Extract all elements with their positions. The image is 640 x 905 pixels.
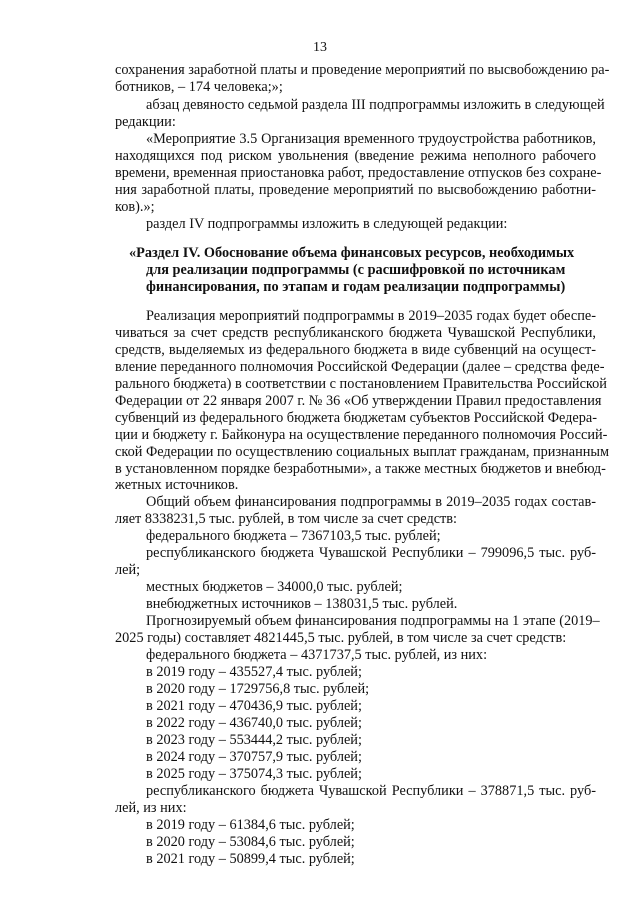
text-line: редакции: (115, 114, 176, 130)
text-line: раздел IV подпрограммы изложить в следующей редакции: (146, 216, 508, 232)
text-line: средств, выделяемых из федерального бюджета в виде субвенций на осущест- (115, 342, 596, 358)
text-line: времени, временная приостановка работ, предоставление отпусков без сохране- (115, 165, 602, 181)
text-line: находящихся под риском увольнения (введение режима неполного рабочего (115, 148, 596, 164)
text-line: абзац девяносто седьмой раздела III подпрограммы изложить в следующей (146, 97, 605, 113)
text-line: чиваться за счет средств республиканского бюджета Чувашской Республики, (115, 325, 596, 341)
text-line: ляет 8338231,5 тыс. рублей, в том числе за счет средств: (115, 511, 458, 527)
text-line: рального бюджета) в соответствии с постановлением Правительства Российской (115, 376, 607, 392)
list-item: в 2020 году – 1729756,8 тыс. рублей; (146, 681, 370, 697)
list-item: в 2023 году – 553444,2 тыс. рублей; (146, 732, 362, 748)
text-line: республиканского бюджета Чувашской Республики – 799096,5 тыс. руб- (146, 545, 596, 561)
text-line: Реализация мероприятий подпрограммы в 2019–2035 годах будет обеспе- (146, 308, 596, 324)
text-line: лей; (115, 562, 141, 578)
list-item: в 2024 году – 370757,9 тыс. рублей; (146, 749, 362, 765)
text-line: 2025 годы) составляет 4821445,5 тыс. рублей, в том числе за счет средств: (115, 630, 567, 646)
list-item: в 2021 году – 470436,9 тыс. рублей; (146, 698, 362, 714)
page-number: 13 (313, 40, 327, 55)
text-line: в установленном порядке безработными», а также местных бюджетов и внебюд- (115, 461, 606, 477)
text-line: лей, из них: (115, 800, 187, 816)
text-line: жетных источников. (115, 477, 239, 493)
text-line: ния заработной платы, проведение мероприятий по высвобождению работни- (115, 182, 596, 198)
text-line: федерального бюджета – 4371737,5 тыс. рублей, из них: (146, 647, 488, 663)
text-line: вление переданного полномочия Российской Федерации (далее – средства феде- (115, 359, 605, 375)
text-line: ской Федерации по осуществлению социальных выплат гражданам, признанным (115, 444, 610, 460)
text-line: Прогнозируемый объем финансирования подпрограммы на 1 этапе (2019– (146, 613, 600, 629)
section-heading-line: для реализации подпрограммы (с расшифровкой по источникам (146, 262, 566, 278)
text-line: субвенций из федерального бюджета бюджетам субъектов Российской Федера- (115, 410, 598, 426)
text-line: внебюджетных источников – 138031,5 тыс. рублей. (146, 596, 458, 612)
text-line: сохранения заработной платы и проведение мероприятий по высвобождению ра- (115, 62, 610, 78)
text-line: ботников, – 174 человека;»; (115, 79, 283, 95)
list-item: в 2020 году – 53084,6 тыс. рублей; (146, 834, 355, 850)
list-item: в 2025 году – 375074,3 тыс. рублей; (146, 766, 362, 782)
text-line: «Мероприятие 3.5 Организация временного трудоустройства работников, (146, 131, 596, 147)
text-line: республиканского бюджета Чувашской Республики – 378871,5 тыс. руб- (146, 783, 596, 799)
text-line: ции и бюджету г. Байконура на осуществление переданного полномочия Россий- (115, 427, 608, 443)
section-heading-line: финансирования, по этапам и годам реализации подпрограммы) (146, 279, 566, 295)
text-line: ков).»; (115, 199, 155, 215)
section-heading-line: «Раздел IV. Обоснование объема финансовых ресурсов, необходимых (129, 245, 575, 261)
list-item: в 2021 году – 50899,4 тыс. рублей; (146, 851, 355, 867)
list-item: в 2022 году – 436740,0 тыс. рублей; (146, 715, 362, 731)
text-line: Федерации от 22 января 2007 г. № 36 «Об утверждении Правил предоставления (115, 393, 602, 409)
text-line: местных бюджетов – 34000,0 тыс. рублей; (146, 579, 403, 595)
text-line: федерального бюджета – 7367103,5 тыс. рублей; (146, 528, 441, 544)
list-item: в 2019 году – 435527,4 тыс. рублей; (146, 664, 362, 680)
text-line: Общий объем финансирования подпрограммы в 2019–2035 годах состав- (146, 494, 596, 510)
list-item: в 2019 году – 61384,6 тыс. рублей; (146, 817, 355, 833)
